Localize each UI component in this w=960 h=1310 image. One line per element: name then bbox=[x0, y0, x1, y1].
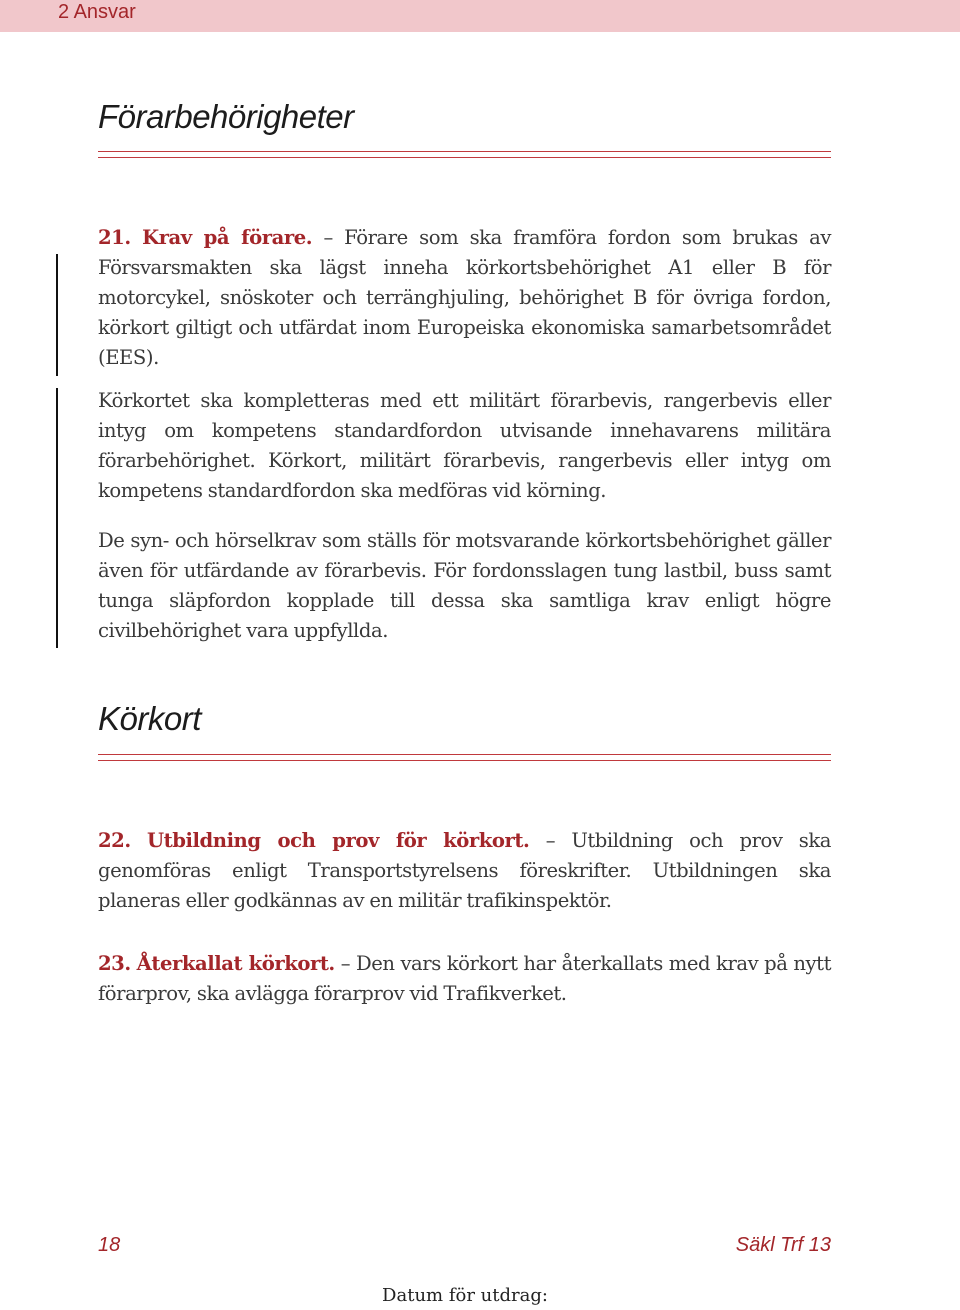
section-title-forarbehorigheter: Förarbehörigheter bbox=[98, 98, 354, 135]
section-rule-bottom bbox=[98, 760, 831, 761]
section-rule-bottom bbox=[98, 157, 831, 158]
paragraph-text: – Utbildning och prov ska genomföras enligt Transportstyrelsens föreskrifter. Utbildningen ska planeras eller godkännas av en militär trafikinspektör. bbox=[98, 829, 832, 912]
section-rule-top bbox=[98, 151, 831, 152]
paragraph-text: – Förare som ska framföra fordon som brukas av Försvarsmakten ska lägst inneha körkortsbehörighet A1 eller B för motorcykel, snöskoter och terränghjuling, behörighet B för övriga fordon, körkort giltigt och utfärdat inom Europeiska ekonomiska samarbetsområdet (EES). bbox=[98, 226, 832, 369]
paragraph-heading: Återkallat körkort. bbox=[136, 952, 335, 975]
paragraph-text: – Den vars körkort har återkallats med krav på nytt förarprov, ska avlägga förarprov vid Trafikverket. bbox=[98, 952, 832, 1005]
publication-name: Säkl Trf 13 bbox=[735, 1234, 831, 1256]
paragraph-text: Körkortet ska kompletteras med ett militärt förarbevis, rangerbevis eller intyg om kompetens standardfordon utvisande innehavarens militära förarbehörighet. Körkort, militärt förarbevis, rangerbevis eller intyg om kompetens standardfordon ska medföras vid körning. bbox=[98, 389, 831, 502]
paragraph-number: 22. bbox=[98, 829, 131, 852]
header-band bbox=[0, 0, 960, 32]
paragraph-heading: Utbildning och prov för körkort. bbox=[147, 829, 530, 852]
paragraph-number: 21. bbox=[98, 226, 131, 249]
paragraph-23 bbox=[98, 949, 831, 1009]
paragraph-text: De syn- och hörselkrav som ställs för motsvarande körkortsbehörighet gäller även för utfärdande av förarbevis. För fordonsslagen tung lastbil, buss samt tunga släpfordon kopplade till dessa ska samtliga krav enligt högre civilbehörighet vara uppfyllda. bbox=[98, 529, 831, 642]
paragraph-22 bbox=[98, 826, 831, 916]
paragraph-heading: Krav på förare. bbox=[142, 226, 313, 249]
section-rule-top bbox=[98, 754, 831, 755]
paragraph-number: 23. bbox=[98, 952, 131, 975]
paragraph-21 bbox=[98, 223, 831, 373]
paragraph-21-second bbox=[98, 386, 831, 506]
paragraph-21-third bbox=[98, 526, 831, 646]
extract-date-note: Datum för utdrag: bbox=[382, 1285, 548, 1306]
change-bar bbox=[56, 388, 58, 648]
section-title-korkort: Körkort bbox=[98, 700, 201, 737]
change-bar bbox=[56, 254, 58, 376]
page-number: 18 bbox=[98, 1234, 121, 1256]
chapter-header: 2 Ansvar bbox=[58, 1, 136, 23]
